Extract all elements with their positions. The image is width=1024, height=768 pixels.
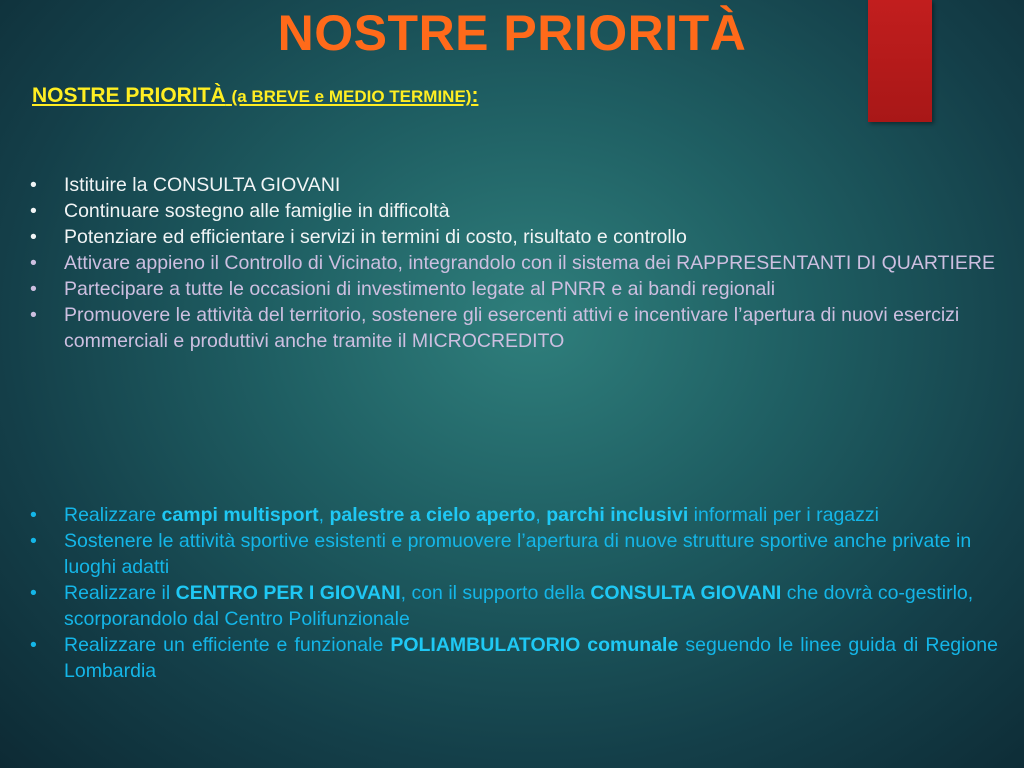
bullet-icon: • [30,504,37,526]
list-item [30,502,998,528]
subtitle-detail: (a BREVE e MEDIO TERMINE) [231,87,472,106]
list-item-text: Realizzare un efficiente e funzionale POLIAMBULATORIO comunale seguendo le linee guida di Regione Lombardia [64,634,998,682]
slide-title: NOSTRE PRIORITÀ [277,5,747,61]
list-item [30,632,998,684]
subtitle-colon: : [471,84,479,107]
bullet-icon: • [30,278,37,300]
bullet-icon: • [30,252,37,274]
list-item-text: Sostenere le attività sportive esistenti e promuovere l’apertura di nuove strutture sportive anche private in luoghi adatti [64,530,972,578]
list-item [30,198,998,224]
highlight-text: parchi inclusivi [546,504,689,526]
bullet-icon: • [30,634,37,656]
highlight-text: campi multisport [161,504,319,526]
highlight-text: palestre a cielo aperto [329,504,536,526]
list-item [30,224,998,250]
list-item [30,172,998,198]
highlight-text: POLIAMBULATORIO comunale [390,634,679,656]
list-item [30,250,998,276]
bullet-icon: • [30,174,37,196]
highlight-text: CENTRO PER I GIOVANI [175,582,401,604]
slide-subtitle [32,84,478,108]
priorities-list-general [30,172,998,354]
bullet-icon: • [30,530,37,552]
list-item-text: Partecipare a tutte le occasioni di investimento legate al PNRR e ai bandi regionali [64,278,776,300]
list-item-text: Potenziare ed efficientare i servizi in termini di costo, risultato e controllo [64,226,687,248]
list-item-text: Promuovere le attività del territorio, sostenere gli esercenti attivi e incentivare l’apertura di nuovi esercizi commerciali e produttivi anche tramite il MICROCREDITO [64,304,960,352]
bullet-icon: • [30,200,37,222]
list-item [30,302,998,354]
list-item [30,276,998,302]
list-item [30,528,998,580]
bullet-icon: • [30,304,37,326]
list-item-text: Attivare appieno il Controllo di Vicinato, integrandolo con il sistema dei RAPPRESENTANTI DI QUARTIERE [64,252,995,274]
list-item-text: Realizzare il CENTRO PER I GIOVANI, con il supporto della CONSULTA GIOVANI che dovrà co-gestirlo, scorporandolo dal Centro Polifunzionale [64,582,974,630]
subtitle-main: NOSTRE PRIORITÀ [32,84,226,107]
highlight-text: CONSULTA GIOVANI [590,582,782,604]
list-item-text: Istituire la CONSULTA GIOVANI [64,174,341,196]
list-item-text: Realizzare campi multisport, palestre a cielo aperto, parchi inclusivi informali per i ragazzi [64,504,879,526]
bullet-icon: • [30,226,37,248]
bullet-icon: • [30,582,37,604]
list-item-text: Continuare sostegno alle famiglie in difficoltà [64,200,450,222]
priorities-list-youth-sport [30,502,998,684]
list-item [30,580,998,632]
